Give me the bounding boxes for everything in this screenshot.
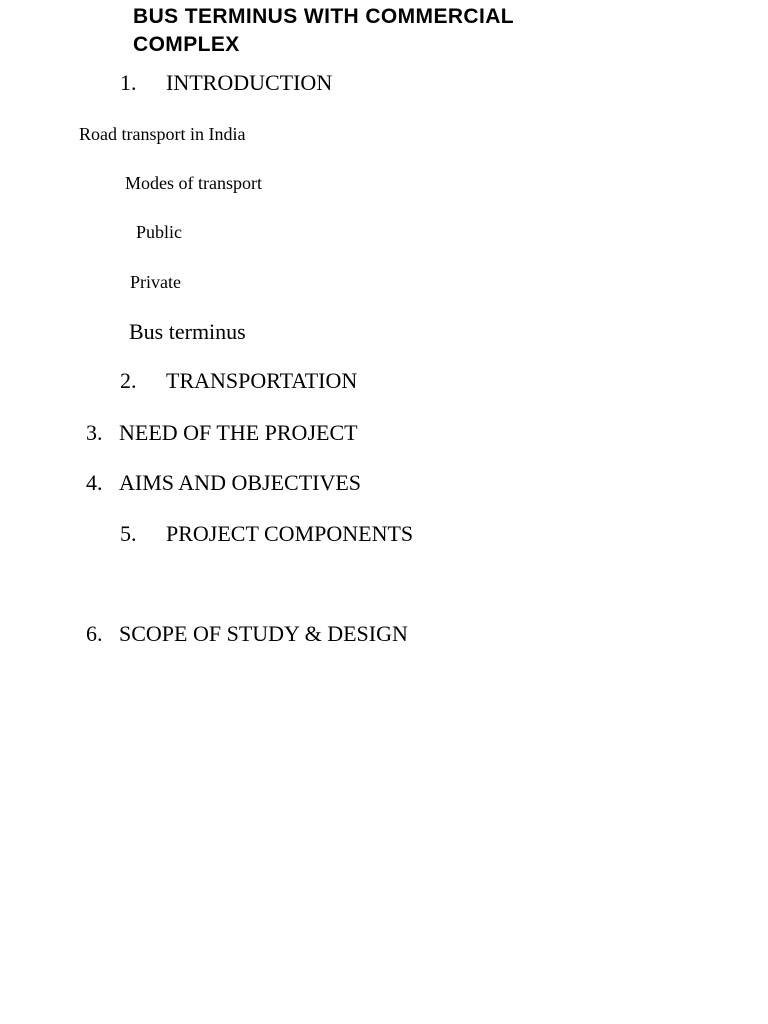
item-road-transport: Road transport in India <box>79 124 246 144</box>
document-title <box>133 3 514 59</box>
title-line-2: COMPLEX <box>133 33 240 56</box>
item-public: Public <box>136 222 183 242</box>
section-number: 6. <box>86 621 103 646</box>
section-number: 2. <box>120 368 137 393</box>
section-label: PROJECT COMPONENTS <box>166 521 414 546</box>
section-number: 3. <box>86 420 103 445</box>
item-modes-of-transport: Modes of transport <box>125 173 262 193</box>
section-label: TRANSPORTATION <box>166 368 358 393</box>
section-label: SCOPE OF STUDY & DESIGN <box>119 621 408 646</box>
section-need-of-project <box>86 422 358 444</box>
title-line-1: BUS TERMINUS WITH COMMERCIAL <box>133 5 515 28</box>
section-scope-study-design <box>86 623 408 645</box>
section-label: NEED OF THE PROJECT <box>119 420 358 445</box>
section-number: 1. <box>120 70 137 95</box>
section-project-components <box>120 523 413 545</box>
item-private: Private <box>130 272 181 292</box>
section-introduction <box>120 72 332 94</box>
item-bus-terminus: Bus terminus <box>129 319 246 344</box>
section-number: 4. <box>86 470 103 495</box>
section-transportation <box>120 370 357 392</box>
section-number: 5. <box>120 521 137 546</box>
section-label: INTRODUCTION <box>166 70 333 95</box>
section-aims-objectives <box>86 472 361 494</box>
section-label: AIMS AND OBJECTIVES <box>119 470 362 495</box>
